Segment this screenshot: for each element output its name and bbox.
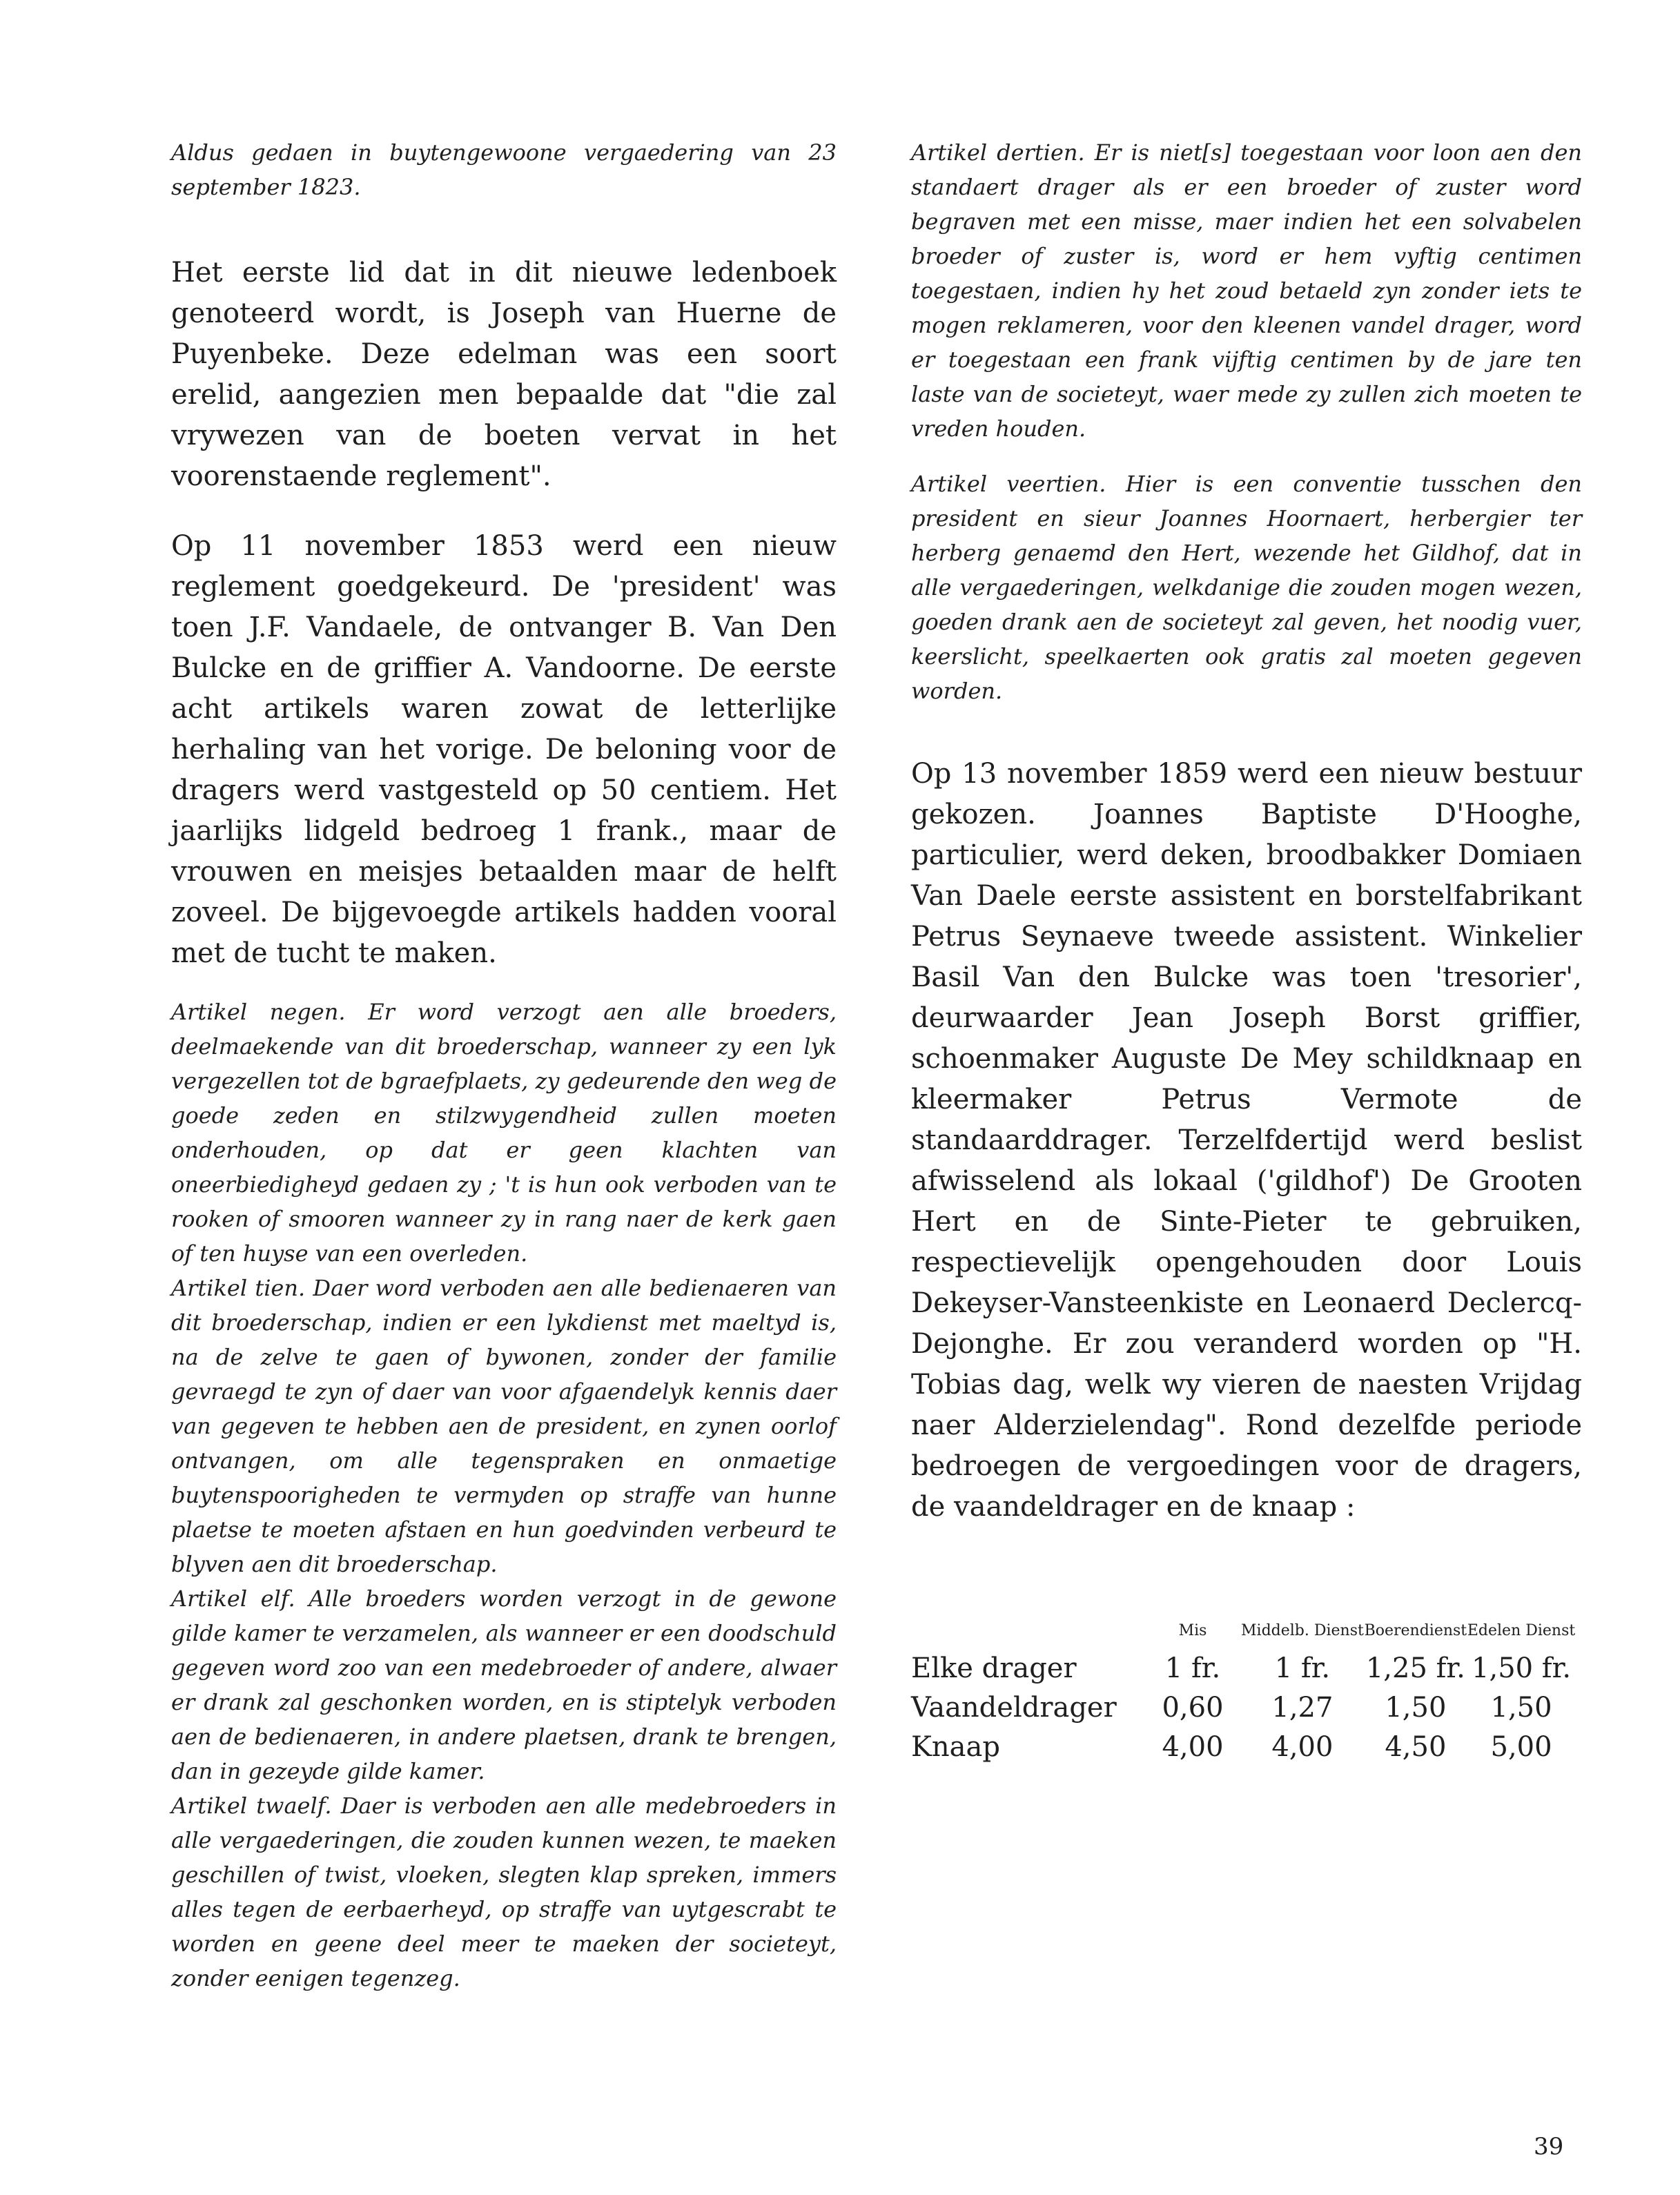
cell-value: 1,27 xyxy=(1271,1692,1334,1724)
header-middelb-dienst: Middelb. Dienst xyxy=(1241,1622,1364,1639)
paragraph-first-member: Het eerste lid dat in dit nieuwe ledenboek genoteerd wordt, is Joseph van Huerne de Puyenbeke. Deze edelman was een soort erelid, aangezien men bepaalde dat "die zal vrywezen van de boeten vervat in het voorenstaende reglement". xyxy=(171,257,837,492)
cell-value: 4,50 xyxy=(1385,1731,1447,1763)
cell-value: 1 fr. xyxy=(1164,1652,1221,1684)
cell-value: 1,25 fr. xyxy=(1365,1652,1465,1684)
row-label: Vaandeldrager xyxy=(911,1692,1117,1724)
left-column xyxy=(171,135,837,1996)
fee-table xyxy=(911,1622,1575,1767)
table-row xyxy=(911,1688,1575,1728)
cell-value: 4,00 xyxy=(1162,1731,1224,1763)
article-nine: Artikel negen. Er word verzogt aen alle broeders, deelmaekende van dit broederschap, wanneer zy een lyk vergezellen tot de bgraefplaets, zy gedeurende den weg de goede zeden en stilzwygendheid zullen moeten onderhouden, op dat er geen klachten van oneerbiedigheyd gedaen zy ; 't is hun ook verboden van te rooken of smooren wanneer zy in rang naer de kerk gaen of ten huyse van een overleden. xyxy=(171,999,837,1267)
right-column xyxy=(911,135,1582,1528)
table-row xyxy=(911,1649,1575,1688)
article-fourteen: Artikel veertien. Hier is een conventie tusschen den president en sieur Joannes Hoornaert, herbergier ter herberg genaemd den Hert, wezende het Gildhof, dat in alle vergaederingen, welkdanige die zouden mogen wezen, goeden drank aen de societeyt zal geven, het noodig vuer, keerslicht, speelkaerten ook gratis zal moeten gegeven worden. xyxy=(911,471,1582,704)
cell-value: 1 fr. xyxy=(1274,1652,1331,1684)
article-eleven: Artikel elf. Alle broeders worden verzogt in de gewone gilde kamer te verzamelen, als wanneer er een doodschuld gegeven word zoo van een medebroeder of andere, alwaer er drank zal geschonken worden, en is stiptelyk verboden aen de bedienaeren, in andere plaetsen, drank te brengen, dan in gezeyde gilde kamer. xyxy=(171,1586,837,1784)
cell-value: 0,60 xyxy=(1162,1692,1224,1724)
cell-value: 1,50 xyxy=(1490,1692,1552,1724)
cell-value: 1,50 xyxy=(1385,1692,1447,1724)
fee-table-corner xyxy=(911,1622,1144,1649)
header-boerendienst: Boerendienst xyxy=(1364,1622,1467,1639)
page-number: 39 xyxy=(1534,2133,1564,2160)
paragraph-bestuur-1859: Op 13 november 1859 werd een nieuw bestuur gekozen. Joannes Baptiste D'Hooghe, particulier, werd deken, broodbakker Domiaen Van Daele eerste assistent en borstelfabrikant Petrus Seynaeve tweede assistent. Winkelier Basil Van den Bulcke was toen 'tresorier', deurwaarder Jean Joseph Borst griffier, schoenmaker Auguste De Mey schildknaap en kleermaker Petrus Vermote de standaarddrager. Terzelfdertijd werd beslist afwisselend als lokaal ('gildhof') De Grooten Hert en de Sinte-Pieter te gebruiken, respectievelijk opengehouden door Louis Dekeyser-Vansteenkiste en Leonaerd Declercq-Dejonghe. Er zou veranderd worden op "H. Tobias dag, welk wy vieren de naesten Vrijdag naer Alderzielendag". Rond dezelfde periode bedroegen de vergoedingen voor de dragers, de vaandeldrager en de knaap : xyxy=(911,758,1582,1523)
article-ten: Artikel tien. Daer word verboden aen alle bedienaeren van dit broederschap, indien er een lykdienst met maeltyd is, na de zelve te gaen of bywonen, zonder der familie gevraegd te zyn of daer van voor afgaendelyk kennis daer van gegeven te hebben aen de president, en zynen oorlof ontvangen, om alle tegenspraken en onmaetige buytenspoorigheden te vermyden op straffe van hunne plaetse te moeten afstaen en hun goedvinden verbeurd te blyven aen dit broederschap. xyxy=(171,1275,837,1577)
header-edelen-dienst: Edelen Dienst xyxy=(1467,1622,1576,1639)
header-mis: Mis xyxy=(1178,1622,1207,1639)
table-row xyxy=(911,1728,1575,1767)
paragraph-reglement-1853: Op 11 november 1853 werd een nieuw reglement goedgekeurd. De 'president' was toen J.F. Vandaele, de ontvanger B. Van Den Bulcke en de griffier A. Vandoorne. De eerste acht artikels waren zowat de letterlijke herhaling van het vorige. De beloning voor de dragers werd vastgesteld op 50 centiem. Het jaarlijks lidgeld bedroeg 1 frank., maar de vrouwen en meisjes betaalden maar de helft zoveel. De bijgevoegde artikels hadden vooral met de tucht te maken. xyxy=(171,530,837,969)
row-label: Knaap xyxy=(911,1731,1000,1763)
cell-value: 5,00 xyxy=(1490,1731,1552,1763)
row-label: Elke drager xyxy=(911,1652,1077,1684)
closing-note: Aldus gedaen in buytengewoone vergaedering van 23 september 1823. xyxy=(171,139,837,200)
article-thirteen: Artikel dertien. Er is niet[s] toegestaan voor loon aen den standaert drager als er een broeder of zuster word begraven met een misse, maer indien het een solvabelen broeder of zuster is, word er hem vyftig centimen toegestaen, indien hy het zoud betaeld zyn zonder iets te mogen reklameren, voor den kleenen vandel drager, word er toegestaan een frank vijftig centimen by de jare ten laste van de societeyt, waer mede zy zullen zich moeten te vreden houden. xyxy=(911,139,1582,442)
cell-value: 4,00 xyxy=(1271,1731,1334,1763)
fee-table-header-row xyxy=(911,1622,1575,1649)
cell-value: 1,50 fr. xyxy=(1472,1652,1572,1684)
article-twelve: Artikel twaelf. Daer is verboden aen alle medebroeders in alle vergaederingen, die zouden kunnen wezen, te maeken geschillen of twist, vloeken, slegten klap spreken, immers alles tegen de eerbaerheyd, op straffe van uytgescrabt te worden en geene deel meer te maeken der societeyt, zonder eenigen tegenzeg. xyxy=(171,1793,837,1991)
